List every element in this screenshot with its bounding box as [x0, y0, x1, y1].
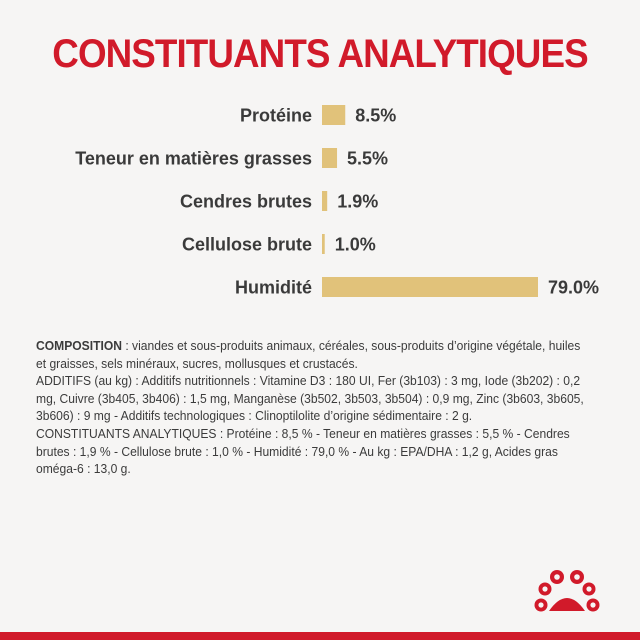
- value-label: 1.0%: [334, 234, 376, 255]
- composition-label: COMPOSITION: [36, 339, 122, 353]
- brand-bottom-bar: [0, 632, 640, 640]
- composition-block: [36, 338, 588, 479]
- nutrient-bar-chart: [0, 95, 640, 320]
- composition-text: : viandes et sous-produits animaux, céréales, sous-produits d’origine végétale, huiles et graisses, sels minéraux, sucres, mollusques et crustacés.: [36, 339, 581, 371]
- composition-paragraph: [36, 338, 588, 373]
- value-label: 5.5%: [347, 148, 389, 169]
- value-label: 8.5%: [355, 105, 397, 126]
- bar: [322, 234, 325, 254]
- category-label: Teneur en matières grasses: [75, 148, 312, 169]
- category-label: Humidité: [234, 277, 312, 298]
- bar: [322, 148, 337, 168]
- category-label: Cendres brutes: [179, 191, 312, 212]
- page-title: CONSTITUANTS ANALYTIQUES: [52, 32, 588, 76]
- category-label: Cellulose brute: [181, 234, 312, 255]
- additifs-paragraph: ADDITIFS (au kg) : Additifs nutritionnels : Vitamine D3 : 180 UI, Fer (3b103) : 3 mg, Iode (3b202) : 0,2 mg, Cuivre (3b405, 3b406) : 1,5 mg, Manganèse (3b502, 3b503, 3b504) : 0,9 mg, Zinc (3b603, 3b605, 3b606) : 9 mg - Additifs technologiques : Clinoptilolite d’origine sédimentaire : 2 g.: [36, 374, 584, 424]
- bar: [322, 277, 538, 297]
- value-label: 79.0%: [548, 277, 600, 298]
- bar: [322, 191, 327, 211]
- category-label: Protéine: [239, 105, 312, 126]
- bar: [322, 105, 345, 125]
- constituants-paragraph: CONSTITUANTS ANALYTIQUES : Protéine : 8,5 % - Teneur en matières grasses : 5,5 % - Cendres brutes : 1,9 % - Cellulose brute : 1,0 % - Humidité : 79,0 % - Au kg : EPA/DHA : 1,2 g, Acides gras oméga-6 : 13,0 g.: [36, 426, 570, 477]
- royal-canin-crown-icon: [527, 565, 607, 615]
- value-label: 1.9%: [337, 191, 379, 212]
